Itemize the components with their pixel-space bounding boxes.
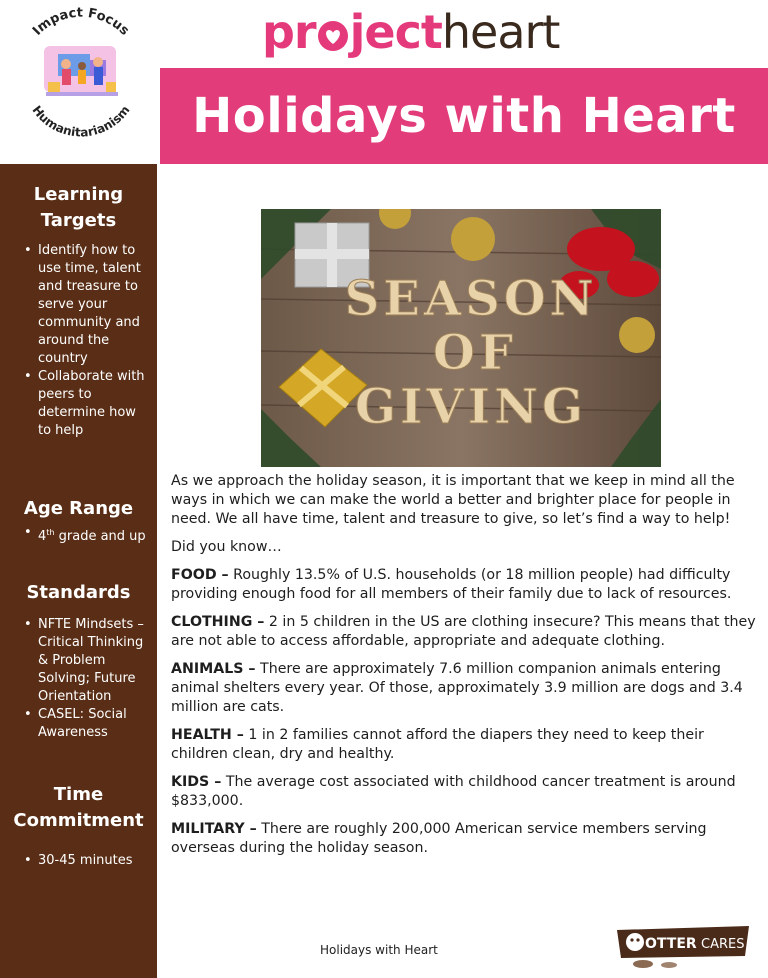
fact-text: The average cost associated with childhood cancer treatment is around $833,000. (171, 774, 736, 809)
grade-text: grade and up (54, 529, 146, 544)
badge-top-text: Impact Focus (30, 5, 132, 39)
project-heart-logo (262, 2, 559, 62)
list-item: • Identify how to use time, talent and treasure to serve your community and around the country (26, 242, 147, 368)
list-item: • 30-45 minutes (26, 852, 147, 870)
brand-part1-start: pr (262, 5, 316, 59)
time-commitment-heading (10, 782, 147, 834)
time-commitment-heading-line1: Time (53, 784, 104, 805)
fact-text: Roughly 13.5% of U.S. households (or 18 million people) had difficulty providing enough food for all members of their family due to lack of resources. (171, 567, 732, 602)
brand-part1-end: ject (349, 5, 442, 59)
age-range-heading: Age Range (23, 498, 134, 519)
hero-line3: GIVING (354, 379, 588, 435)
learning-targets-heading-line1: Learning (33, 184, 124, 205)
list-item: • NFTE Mindsets – Critical Thinking & Problem Solving; Future Orientation (26, 616, 147, 706)
hero-line2: OF (433, 325, 517, 381)
fact-label: MILITARY – (171, 821, 257, 837)
sidebar (0, 164, 157, 978)
page-title: Holidays with Heart (192, 88, 736, 144)
volunteers-illustration (44, 46, 118, 96)
learning-targets-heading (10, 182, 147, 234)
list-item (26, 524, 147, 546)
learning-targets-heading-line2: Targets (40, 210, 117, 231)
intro-paragraph: As we approach the holiday season, it is important that we keep in mind all the ways in which we can make the world a better and brighter place for people in need. We all have time, talent and treasure to give, so let’s find a way to help! (171, 473, 735, 527)
grade-suffix: th (46, 528, 55, 537)
fact-label: KIDS – (171, 774, 222, 790)
title-banner (160, 68, 768, 164)
footer-title: Holidays with Heart (320, 943, 438, 957)
fact-text: 2 in 5 children in the US are clothing insecure? This means that they are not able to access affordable, appropriate and adequate clothing. (171, 614, 756, 649)
ottercares-logo (613, 920, 753, 970)
learning-targets-list (10, 242, 147, 440)
list-item: • CASEL: Social Awareness (26, 706, 147, 742)
heart-icon (316, 20, 350, 52)
gold-ornament (619, 317, 655, 353)
time-commitment-list (10, 852, 147, 870)
list-item: • Collaborate with peers to determine how to help (26, 368, 147, 440)
main-content (171, 472, 756, 867)
time-commitment-heading-line2: Commitment (13, 810, 144, 831)
fact-text: There are approximately 7.6 million companion animals entering animal shelters every year. Of those, approximately 3.9 million are dogs and 3.4 million are cats. (171, 661, 743, 715)
logo-part1: OTTER (645, 936, 697, 952)
fact-text: There are roughly 200,000 American service members serving overseas during the holiday season. (171, 821, 707, 856)
season-of-giving-image (261, 209, 661, 467)
brand-part2: heart (441, 5, 560, 59)
badge-bottom-text: Humanitarianism (29, 102, 133, 140)
fact-military (171, 820, 756, 858)
fact-kids (171, 773, 756, 811)
grade-number: 4 (38, 529, 47, 544)
did-you-know: Did you know… (171, 539, 282, 555)
age-range-list (10, 524, 147, 546)
fact-animals (171, 660, 756, 717)
fact-text: 1 in 2 families cannot afford the diapers they need to keep their children clean, dry and healthy. (171, 727, 704, 762)
fact-label: ANIMALS – (171, 661, 256, 677)
fact-label: CLOTHING – (171, 614, 265, 630)
impact-focus-badge (6, 2, 156, 162)
hero-line1: SEASON (344, 271, 598, 327)
fact-label: FOOD – (171, 567, 229, 583)
fact-clothing (171, 613, 756, 651)
fact-label: HEALTH – (171, 727, 244, 743)
fact-health (171, 726, 756, 764)
standards-list (10, 616, 147, 742)
gold-ornament (451, 217, 495, 261)
logo-part2: CARES (701, 937, 745, 952)
fact-food (171, 566, 756, 604)
standards-heading: Standards (26, 582, 131, 603)
